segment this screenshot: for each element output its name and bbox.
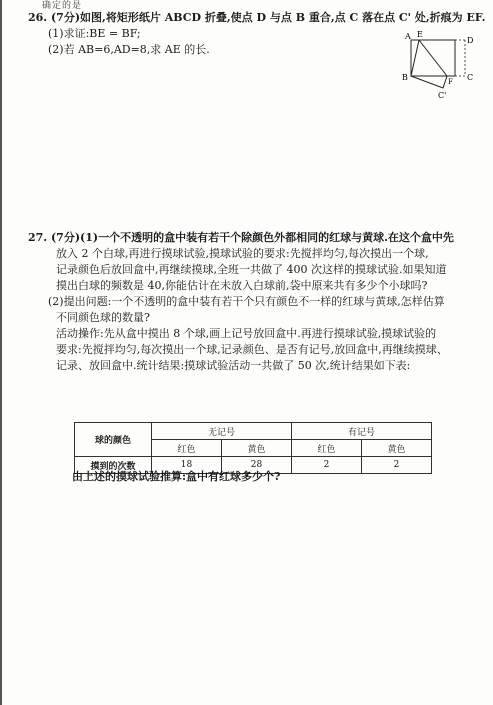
q27-line1: 27. (7分)(1)一个不透明的盒中装有若干个除颜色外都相同的红球与黄球.在这个盒中先: [28, 231, 454, 244]
count-label: 摸到的次数: [75, 457, 152, 474]
q26-part1: (1)求证:BE = BF;: [48, 27, 141, 40]
group-marked: 有记号: [292, 423, 432, 440]
q26-part2: (2)若 AB=6,AD=8,求 AE 的长.: [48, 43, 210, 56]
group-unmarked: 无记号: [152, 423, 292, 440]
cut-off-header: 确定的是: [42, 1, 83, 11]
count-red-marked: 2: [292, 457, 362, 474]
q27-line9: 记录、放回盒中.统计结果:摸球试验活动一共做了 50 次,统计结果如下表:: [56, 359, 411, 372]
tally-table: [74, 422, 432, 474]
label-B: B: [402, 73, 408, 82]
q27-final-question: 由上述的摸球试验推算:盒中有红球多少个?: [72, 470, 281, 483]
label-C: C: [467, 73, 474, 82]
q27-line8: 要求:先搅拌均匀,每次摸出一个球,记录颜色、是否有记号,放回盒中,再继续摸球、: [56, 343, 448, 356]
q27-line3: 记录颜色后放回盒中,再继续摸球,全班一共做了 400 次这样的摸球试验.如果知道: [56, 263, 447, 276]
sub-yellow-unmarked: 黄色: [222, 440, 292, 457]
sub-red-unmarked: 红色: [152, 440, 222, 457]
fold-line-ef: [419, 40, 447, 76]
question-27: [28, 230, 488, 374]
fold-figure-svg: [397, 30, 487, 110]
table-row: [75, 423, 432, 440]
label-E: E: [417, 30, 423, 39]
q27-line6: 不同颜色球的数量?: [56, 311, 150, 324]
label-F: F: [448, 78, 453, 86]
count-red-unmarked: 18: [152, 457, 222, 474]
folded-flap: [411, 40, 447, 88]
q27-line4: 摸出白球的频数是 40,你能估计在未放入白球前,袋中原来共有多少个小球吗?: [56, 279, 428, 292]
q27-line2: 放入 2 个白球,再进行摸球试验,摸球试验的要求:先搅拌均匀,每次摸出一个球,: [56, 247, 429, 260]
label-A: A: [405, 32, 411, 41]
label-D: D: [467, 36, 474, 45]
label-C-prime: C': [438, 91, 447, 100]
q26-stem: 26. (7分)如图,将矩形纸片 ABCD 折叠,使点 D 与点 B 重合,点 C 落在点 C' 处,折痕为 EF.: [28, 11, 486, 24]
q27-line5: (2)提出问题:一个不透明的盒中装有若干个只有颜色不一样的红球与黄球,怎样估算: [48, 295, 445, 308]
fold-rectangle-figure: [397, 30, 487, 110]
row-header: 球的颜色: [75, 423, 152, 457]
sub-red-marked: 红色: [292, 440, 362, 457]
sub-yellow-marked: 黄色: [362, 440, 432, 457]
count-yellow-marked: 2: [362, 457, 432, 474]
q27-line7: 活动操作:先从盒中摸出 8 个球,画上记号放回盒中.再进行摸球试验,摸球试验的: [56, 327, 437, 340]
count-yellow-unmarked: 28: [222, 457, 292, 474]
